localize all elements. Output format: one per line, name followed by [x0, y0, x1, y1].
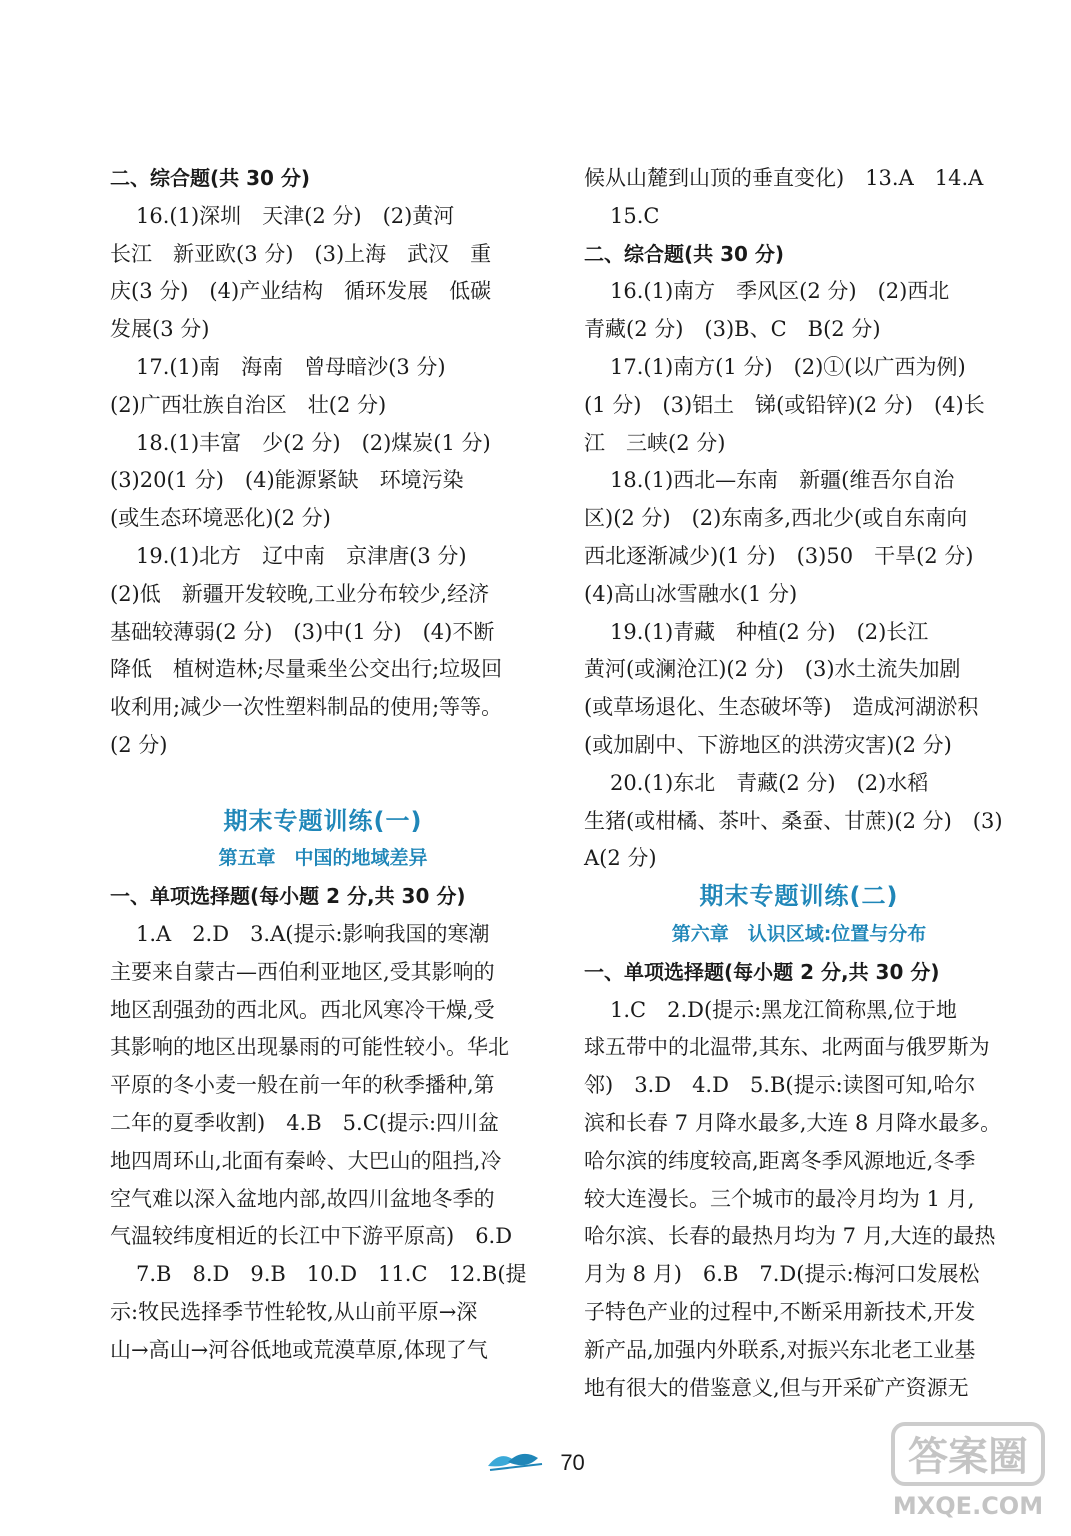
right-column-line: (1 分) (3)铝土 锑(或铅锌)(2 分) (4)长: [584, 392, 985, 417]
left-column-line: (2)广西壮族自治区 壮(2 分): [110, 392, 387, 417]
left-column-line: 长江 新亚欧(3 分) (3)上海 武汉 重: [110, 241, 492, 266]
left-column-line: 一、单项选择题(每小题 2 分,共 30 分): [110, 884, 466, 909]
left-column-line: (2)低 新疆开发较晚,工业分布较少,经济: [110, 581, 490, 606]
right-column-line: 较大连漫长。三个城市的最冷月均为 1 月,: [584, 1186, 975, 1211]
right-column-line: 候从山麓到山顶的垂直变化) 13.A 14.A: [584, 166, 984, 190]
right-column-line: 第六章 认识区域:位置与分布: [671, 922, 927, 945]
right-column-line: 生猪(或柑橘、茶叶、桑蚕、甘蔗)(2 分) (3): [584, 808, 1003, 833]
left-column-line: 庆(3 分) (4)产业结构 循环发展 低碳: [110, 279, 492, 304]
left-column-line: (2 分): [110, 732, 168, 757]
right-column-line: 18.(1)西北—东南 新疆(维吾尔自治: [610, 468, 955, 493]
left-column-line: 气温较纬度相近的长江中下游平原高) 6.D: [110, 1224, 513, 1249]
left-column-line: 主要来自蒙古—西伯利亚地区,受其影响的: [110, 959, 495, 984]
right-column-line: (4)高山冰雪融水(1 分): [584, 581, 798, 606]
left-column-line: 1.A 2.D 3.A(提示:影响我国的寒潮: [136, 921, 490, 946]
left-column-line: (或生态环境恶化)(2 分): [110, 506, 331, 531]
right-column-line: 哈尔滨的纬度较高,距离冬季风源地近,冬季: [584, 1148, 976, 1173]
left-column-line: 期末专题训练(一): [223, 806, 423, 835]
right-column-line: 二、综合题(共 30 分): [584, 241, 785, 266]
right-column-line: 16.(1)南方 季风区(2 分) (2)西北: [610, 279, 950, 304]
left-column-line: 空气难以深入盆地内部,故四川盆地冬季的: [110, 1186, 495, 1211]
left-column-line: 17.(1)南 海南 曾母暗沙(3 分): [136, 354, 446, 379]
right-column-line: 西北逐渐减少)(1 分) (3)50 干旱(2 分): [584, 543, 974, 568]
left-column-line: (3)20(1 分) (4)能源紧缺 环境污染: [110, 468, 464, 493]
right-column-line: 期末专题训练(二): [699, 882, 899, 911]
right-column-line: 子特色产业的过程中,不断采用新技术,开发: [584, 1299, 976, 1324]
right-column-line: (或草场退化、生态破坏等) 造成河湖淤积: [584, 695, 979, 720]
left-column-line: [110, 765, 536, 803]
left-column-line: 收利用;减少一次性塑料制品的使用;等等。: [110, 695, 503, 720]
svg-text:MXQE.COM: MXQE.COM: [892, 1492, 1044, 1520]
left-column-line: 基础较薄弱(2 分) (3)中(1 分) (4)不断: [110, 619, 495, 644]
right-column-line: 邻) 3.D 4.D 5.B(提示:读图可知,哈尔: [584, 1073, 976, 1098]
right-column-line: 区)(2 分) (2)东南多,西北少(或自东南向: [584, 506, 968, 531]
left-column: [110, 160, 536, 1370]
right-column-line: 19.(1)青藏 种植(2 分) (2)长江: [610, 619, 929, 644]
right-column-line: 滨和长春 7 月降水最多,大连 8 月降水最多。: [584, 1110, 1002, 1135]
right-column-line: 黄河(或澜沧江)(2 分) (3)水土流失加剧: [584, 657, 961, 682]
watermark-logo: [883, 1416, 1053, 1526]
left-column-line: 16.(1)深圳 天津(2 分) (2)黄河: [136, 203, 455, 228]
left-column-line: 山→高山→河谷低地或荒漠草原,体现了气: [110, 1337, 488, 1362]
right-column-line: 月为 8 月) 6.B 7.D(提示:梅河口发展松: [584, 1262, 980, 1287]
right-column-line: 地有很大的借鉴意义,但与开采矿产资源无: [584, 1375, 969, 1400]
svg-text:答案圈: 答案圈: [908, 1434, 1028, 1480]
right-column-line: 江 三峡(2 分): [584, 430, 726, 455]
right-column-line: 17.(1)南方(1 分) (2)①(以广西为例): [610, 354, 966, 379]
left-column-line: 地区刮强劲的西北风。西北风寒冷干燥,受: [110, 997, 495, 1022]
left-column-line: 二、综合题(共 30 分): [110, 166, 311, 190]
right-column-line: 20.(1)东北 青藏(2 分) (2)水稻: [610, 770, 929, 795]
right-column-line: 一、单项选择题(每小题 2 分,共 30 分): [584, 959, 940, 984]
left-column-line: 地四周环山,北面有秦岭、大巴山的阻挡,冷: [110, 1148, 502, 1173]
right-column-line: 15.C: [610, 203, 660, 228]
right-column-line: A(2 分): [584, 846, 657, 871]
right-column-line: 哈尔滨、长春的最热月均为 7 月,大连的最热: [584, 1224, 996, 1249]
right-column-line: 1.C 2.D(提示:黑龙江简称黑,位于地: [610, 997, 957, 1022]
right-column-line: 新产品,加强内外联系,对振兴东北老工业基: [584, 1337, 976, 1362]
left-column-line: 19.(1)北方 辽中南 京津唐(3 分): [136, 543, 467, 568]
right-column-line: 青藏(2 分) (3)B、C B(2 分): [584, 317, 881, 342]
right-column-line: 球五带中的北温带,其东、北两面与俄罗斯为: [584, 1035, 990, 1060]
leaf-ornament-icon: [486, 1448, 544, 1480]
left-column-line: 示:牧民选择季节性轮牧,从山前平原→深: [110, 1299, 478, 1324]
left-column-line: 发展(3 分): [110, 317, 210, 342]
right-column-line: (或加剧中、下游地区的洪涝灾害)(2 分): [584, 732, 952, 757]
left-column-line: 二年的夏季收割) 4.B 5.C(提示:四川盆: [110, 1110, 500, 1135]
left-column-line: 7.B 8.D 9.B 10.D 11.C 12.B(提: [136, 1262, 527, 1287]
left-column-line: 降低 植树造林;尽量乘坐公交出行;垃圾回: [110, 657, 503, 682]
left-column-line: 其影响的地区出现暴雨的可能性较小。华北: [110, 1035, 509, 1060]
page-number: 70: [560, 1449, 585, 1475]
right-column: [584, 160, 1014, 1407]
left-column-line: 第五章 中国的地域差异: [218, 847, 428, 870]
left-column-line: 18.(1)丰富 少(2 分) (2)煤炭(1 分): [136, 430, 491, 455]
left-column-line: 平原的冬小麦一般在前一年的秋季播种,第: [110, 1073, 495, 1098]
